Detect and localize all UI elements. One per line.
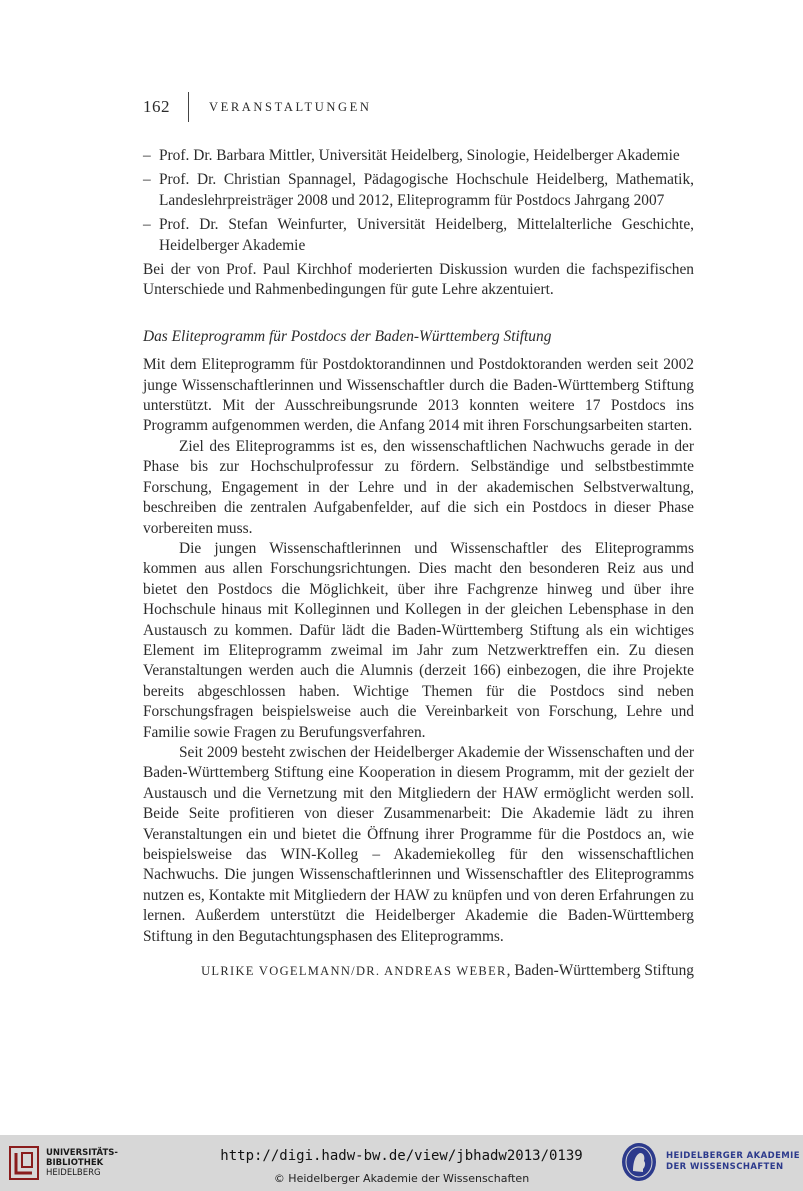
- discussion-paragraph: Bei der von Prof. Paul Kirchhof moderierten Diskussion wurden die fachspezifischen Unterschiede und Rahmenbedingungen für gute Lehre akzentuiert.: [143, 261, 694, 299]
- dash-marker: –: [143, 171, 151, 189]
- academy-seal-icon: [620, 1141, 658, 1183]
- page-header: [143, 92, 372, 122]
- list-item-text: Prof. Dr. Stefan Weinfurter, Universität Heidelberg, Mittelalterliche Geschichte, Heidelberger Akademie: [159, 216, 694, 254]
- library-name-line: UNIVERSITÄTS-: [46, 1148, 118, 1158]
- library-name-line: BIBLIOTHEK: [46, 1158, 104, 1168]
- page-number: 162: [143, 97, 170, 116]
- list-item: [143, 146, 694, 166]
- body-paragraph: Mit dem Eliteprogramm für Postdoktorandinnen und Postdoktoranden werden seit 2002 junge Wissenschaftlerinnen und Wissenschaftler durch die Baden-Württemberg Stiftung unterstützt. Mit der Ausschreibungsrunde 2013 konnten weitere 17 Postdocs ins Programm aufgenommen werden, die Anfang 2014 mit ihren Forschungsarbeiten starten.: [143, 356, 694, 435]
- running-title: VERANSTALTUNGEN: [209, 99, 372, 114]
- academy-name-line: HEIDELBERGER AKADEMIE: [666, 1151, 800, 1161]
- author-affiliation: , Baden-Württemberg Stiftung: [506, 962, 694, 980]
- library-name-line: HEIDELBERG: [46, 1168, 101, 1178]
- academy-name-line: DER WISSENSCHAFTEN: [666, 1162, 784, 1172]
- list-item: [143, 170, 694, 211]
- dash-marker: –: [143, 216, 151, 234]
- page-body: [143, 146, 694, 981]
- permalink-url[interactable]: http://digi.hadw-bw.de/view/jbhadw2013/0139: [220, 1148, 583, 1164]
- header-divider: [188, 92, 189, 122]
- section-heading: Das Eliteprogramm für Postdocs der Baden-Württemberg Stiftung: [143, 327, 552, 345]
- author-signature: [143, 961, 694, 981]
- footer-bar: [0, 1135, 803, 1191]
- list-item-text: Prof. Dr. Barbara Mittler, Universität Heidelberg, Sinologie, Heidelberger Akademie: [159, 147, 680, 164]
- body-paragraph: Die jungen Wissenschaftlerinnen und Wissenschaftler des Eliteprogramms kommen aus allen Forschungsrichtungen. Dies macht den besonderen Reiz aus und bietet den Postdocs die Möglichkeit, über ihre Fachgrenze hinweg und über ihre Hochschule hinaus mit Kolleginnen und Kollegen in der gleichen Lebensphase in den Austausch zu kommen. Dafür lädt die Baden-Württemberg Stiftung als ein wichtiges Element im Eliteprogramm zweimal im Jahr zum Netzwerktreffen ein. Zu diesen Veranstaltungen werden auch die Alumnis (derzeit 166) einbezogen, die ihre Projekte bereits abgeschlossen haben. Wichtige Themen für die Postdocs sind neben Forschungsfragen beispielsweise auch die Vereinbarkeit von Forschung, Lehre und Familie sowie Fragen zu Berufungsverfahren.: [143, 539, 694, 741]
- list-item: [143, 215, 694, 256]
- list-item-text: Prof. Dr. Christian Spannagel, Pädagogische Hochschule Heidelberg, Mathematik, Landeslehrpreisträger 2008 und 2012, Eliteprogramm für Postdocs Jahrgang 2007: [159, 171, 694, 209]
- academy-name: [666, 1151, 800, 1173]
- author-names: ULRIKE VOGELMANN/DR. ANDREAS WEBER: [201, 964, 507, 979]
- dash-marker: –: [143, 147, 151, 164]
- body-paragraph: Ziel des Eliteprogramms ist es, den wissenschaftlichen Nachwuchs gerade in der Phase bis zur Hochschulprofessur zu fördern. Selbständige und selbstbestimmte Forschung, Engagement in der Lehre und in der akademischen Selbstverwaltung, beschreiben die zentralen Aufgabenfelder, auf die sich ein Postdocs in dieser Phase vorbereiten muss.: [143, 437, 694, 537]
- body-paragraph: Seit 2009 besteht zwischen der Heidelberger Akademie der Wissenschaften und der Baden-Württemberg Stiftung eine Kooperation in diesem Programm, mit der gezielt der Austausch und die Vernetzung mit den Mitgliedern der HAW ermöglicht werden soll. Beide Seite profitieren von dieser Zusammenarbeit: Die Akademie lädt zu ihren Veranstaltungen ein und bietet die Öffnung ihrer Programme für die Postdocs an, wie beispielsweise das WIN-Kolleg – Akademiekolleg für den wissenschaftlichen Nachwuchs. Die jungen Wissenschaftlerinnen und Wissenschaftler des Eliteprogramms nutzen es, Kontakte mit Mitgliedern der HAW zu knüpfen und von deren Erfahrungen zu lernen. Außerdem unterstützt die Heidelberger Akademie die Baden-Württemberg Stiftung in den Begutachtungsphasen des Eliteprogramms.: [143, 743, 694, 945]
- copyright-notice: © Heidelberger Akademie der Wissenschaften: [273, 1172, 530, 1185]
- speaker-list: [143, 146, 694, 256]
